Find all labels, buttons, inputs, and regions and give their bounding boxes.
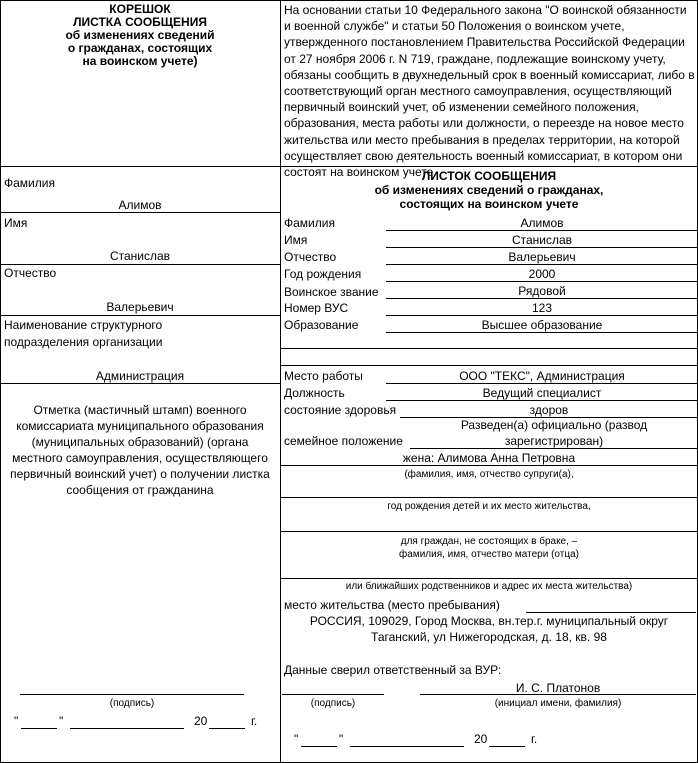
form-row-value: Станислав xyxy=(511,233,573,247)
form-spouse-caption: (фамилия, имя, отчество супруги(а), xyxy=(404,469,574,480)
year-suffix: г. xyxy=(531,732,538,746)
stub-title-line: о гражданах, состоящих xyxy=(67,41,213,55)
form-title xyxy=(281,169,697,211)
form-row-label: Номер ВУС xyxy=(284,301,349,315)
form-work-label: Место работы xyxy=(284,369,363,383)
form-row-label: Воинское звание xyxy=(284,285,379,299)
form-signature-caption: (подпись) xyxy=(310,698,356,709)
year-prefix: 20 xyxy=(474,732,488,746)
year-prefix: 20 xyxy=(194,714,208,728)
stub-signature-caption: (подпись) xyxy=(109,698,155,709)
form-row-value: 123 xyxy=(531,301,553,315)
form-row-label: Год рождения xyxy=(284,267,362,281)
form-row-label: Отчество xyxy=(284,250,337,264)
stub-division-label: Наименование структурного xyxy=(4,318,163,332)
form-family-label: семейное положение xyxy=(284,434,403,448)
stub-title-line: ЛИСТКА СООБЩЕНИЯ xyxy=(73,15,207,29)
legal-notice: На основании статьи 10 Федерального закона "О воинской обязанности и военной службе" и статьи 50 Положения о воинском учете, утвержденного постановлением Правительства Российской Федерации от 27 ноября 2006 г. N 719, граждане, подлежащие воинскому учету, обязаны сообщить в двухнедельный срок в военный комиссариат, либо в соответствующий орган местного самоуправления, осуществляющий первичный воинский учет, об изменении семейного положения, образования, места работы или должности, о переезде на новое место жительства или место пребывания в пределах территории, на которой осуществляет свою деятельность военный комиссариат, в котором они состоят на воинском учете. xyxy=(284,3,695,180)
stub-name-label: Имя xyxy=(4,216,28,230)
form-position-value: Ведущий специалист xyxy=(482,386,602,400)
form-date-line xyxy=(294,732,554,750)
quote-mark: " xyxy=(14,714,19,728)
year-suffix: г. xyxy=(251,714,258,728)
stub-patronymic-value: Валерьевич xyxy=(106,300,174,314)
form-row-value: Высшее образование xyxy=(481,318,603,332)
quote-mark: " xyxy=(339,732,344,746)
stub-date-line xyxy=(14,714,274,732)
form-verified-label: Данные сверил ответственный за ВУР: xyxy=(284,663,502,677)
form-title-line: об изменениях сведений о гражданах, xyxy=(374,183,604,197)
form-row-label: Образование xyxy=(284,318,359,332)
stub-surname-label: Фамилия xyxy=(4,176,55,190)
form-title-line: состоящих на воинском учете xyxy=(399,197,579,211)
form-unmarried-caption: фамилия, имя, отчество матери (отца) xyxy=(399,549,579,560)
quote-mark: " xyxy=(59,714,64,728)
form-residence-label: место жительства (место пребывания) xyxy=(284,598,500,612)
form-row-value: Рядовой xyxy=(518,284,566,298)
form-children-caption: год рождения детей и их место жительства, xyxy=(387,501,591,512)
form-residence-value: РОССИЯ, 109029, Город Москва, вн.тер.г. муниципальный округ xyxy=(309,614,669,628)
form-title-line: ЛИСТОК СООБЩЕНИЯ xyxy=(421,169,557,183)
form-row-label: Имя xyxy=(284,233,308,247)
form-initials-caption: (инициал имени, фамилия) xyxy=(494,698,622,709)
form-row-value: Валерьевич xyxy=(508,250,576,264)
form-work-value: ООО "ТЕКС", Администрация xyxy=(459,369,625,383)
form-residence-value: Таганский, ул Нижегородская, д. 18, кв. 98 xyxy=(371,630,607,644)
form-family-value: зарегистрирован) xyxy=(504,434,604,448)
quote-mark: " xyxy=(294,732,299,746)
stub-stamp-note: Отметка (мастичный штамп) военного комиссариата муниципального образования (муниципальных образований) (органа местного самоуправления, осуществляющего первичный воинский учет) о получении листка сообщения от гражданина xyxy=(10,403,270,497)
stub-patronymic-label: Отчество xyxy=(4,266,57,280)
form-row-value: Алимов xyxy=(520,216,564,230)
form-position-label: Должность xyxy=(284,386,345,400)
form-family-value: Разведен(а) официально (развод xyxy=(460,418,648,432)
form-row-value: 2000 xyxy=(528,267,556,281)
form-verifier-name: И. С. Платонов xyxy=(515,681,601,695)
form-spouse-value: жена: Алимова Анна Петровна xyxy=(402,451,576,465)
form-unmarried-caption: для граждан, не состоящих в браке, – xyxy=(400,536,578,547)
stub-title-line: на воинском учете) xyxy=(82,54,198,68)
form-row-label: Фамилия xyxy=(284,216,335,230)
form-health-value: здоров xyxy=(529,403,569,417)
stub-name-value: Станислав xyxy=(109,249,171,263)
stub-title-line: об изменениях сведений xyxy=(65,28,215,42)
stub-division-value: Администрация xyxy=(95,369,185,383)
stub-title-line: КОРЕШОК xyxy=(109,2,171,16)
form-relatives-caption: или ближайших родственников и адрес их места жительства) xyxy=(345,581,633,592)
stub-title xyxy=(0,3,280,68)
form-health-label: состояние здоровья xyxy=(284,403,397,417)
stub-surname-value: Алимов xyxy=(118,198,162,212)
stub-division-label: подразделения организации xyxy=(4,335,163,349)
